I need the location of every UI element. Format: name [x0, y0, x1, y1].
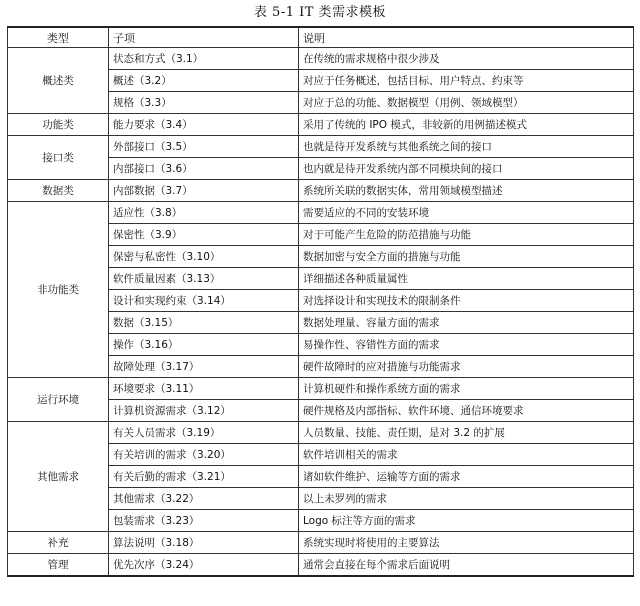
description-cell: 在传统的需求规格中很少涉及 [299, 48, 634, 70]
table-row [8, 136, 634, 158]
category-cell: 概述类 [8, 48, 109, 114]
item-cell: 设计和实现约束（3.14） [109, 290, 299, 312]
item-cell: 适应性（3.8） [109, 202, 299, 224]
description-cell: 数据加密与安全方面的措施与功能 [299, 246, 634, 268]
header-item: 子项 [109, 27, 299, 48]
table-row [8, 532, 634, 554]
category-cell: 接口类 [8, 136, 109, 180]
description-cell: 详细描述各种质量属性 [299, 268, 634, 290]
item-cell: 操作（3.16） [109, 334, 299, 356]
table-row [8, 180, 634, 202]
description-cell: 对应于总的功能、数据模型（用例、领域模型） [299, 92, 634, 114]
item-cell: 概述（3.2） [109, 70, 299, 92]
description-cell: 硬件规格及内部指标、软件环境、通信环境要求 [299, 400, 634, 422]
category-cell: 补充 [8, 532, 109, 554]
description-cell: 对应于任务概述，包括目标、用户特点、约束等 [299, 70, 634, 92]
description-cell: 计算机硬件和操作系统方面的需求 [299, 378, 634, 400]
item-cell: 故障处理（3.17） [109, 356, 299, 378]
table-row [8, 422, 634, 444]
item-cell: 包装需求（3.23） [109, 510, 299, 532]
description-cell: 易操作性、容错性方面的需求 [299, 334, 634, 356]
description-cell: 系统实现时将使用的主要算法 [299, 532, 634, 554]
description-cell: 也内就是待开发系统内部不同模块间的接口 [299, 158, 634, 180]
table-row [8, 202, 634, 224]
item-cell: 优先次序（3.24） [109, 554, 299, 577]
description-cell: 通常会直接在每个需求后面说明 [299, 554, 634, 577]
item-cell: 有关人员需求（3.19） [109, 422, 299, 444]
description-cell: 人员数量、技能、责任期，是对 3.2 的扩展 [299, 422, 634, 444]
description-cell: 需要适应的不同的安装环境 [299, 202, 634, 224]
description-cell: 软件培训相关的需求 [299, 444, 634, 466]
table-row [8, 554, 634, 577]
item-cell: 状态和方式（3.1） [109, 48, 299, 70]
description-cell: Logo 标注等方面的需求 [299, 510, 634, 532]
item-cell: 保密性（3.9） [109, 224, 299, 246]
table-body [8, 48, 634, 577]
requirements-table [7, 26, 634, 577]
category-cell: 管理 [8, 554, 109, 577]
table-title: 表 5-1 IT 类需求模板 [253, 5, 387, 20]
table-row [8, 48, 634, 70]
item-cell: 有关培训的需求（3.20） [109, 444, 299, 466]
category-cell: 运行环境 [8, 378, 109, 422]
item-cell: 计算机资源需求（3.12） [109, 400, 299, 422]
header-type: 类型 [8, 27, 109, 48]
table-row [8, 114, 634, 136]
table-row [8, 378, 634, 400]
item-cell: 环境要求（3.11） [109, 378, 299, 400]
item-cell: 能力要求（3.4） [109, 114, 299, 136]
description-cell: 对于可能产生危险的防范措施与功能 [299, 224, 634, 246]
item-cell: 规格（3.3） [109, 92, 299, 114]
description-cell: 以上未罗列的需求 [299, 488, 634, 510]
category-cell: 其他需求 [8, 422, 109, 532]
item-cell: 保密与私密性（3.10） [109, 246, 299, 268]
category-cell: 数据类 [8, 180, 109, 202]
item-cell: 软件质量因素（3.13） [109, 268, 299, 290]
description-cell: 硬件故障时的应对措施与功能需求 [299, 356, 634, 378]
item-cell: 外部接口（3.5） [109, 136, 299, 158]
item-cell: 内部数据（3.7） [109, 180, 299, 202]
item-cell: 有关后勤的需求（3.21） [109, 466, 299, 488]
description-cell: 也就是待开发系统与其他系统之间的接口 [299, 136, 634, 158]
category-cell: 功能类 [8, 114, 109, 136]
header-desc: 说明 [299, 27, 634, 48]
item-cell: 内部接口（3.6） [109, 158, 299, 180]
item-cell: 其他需求（3.22） [109, 488, 299, 510]
description-cell: 对选择设计和实现技术的限制条件 [299, 290, 634, 312]
item-cell: 算法说明（3.18） [109, 532, 299, 554]
description-cell: 诸如软件维护、运输等方面的需求 [299, 466, 634, 488]
item-cell: 数据（3.15） [109, 312, 299, 334]
description-cell: 采用了传统的 IPO 模式，非较新的用例描述模式 [299, 114, 634, 136]
description-cell: 数据处理量、容量方面的需求 [299, 312, 634, 334]
description-cell: 系统所关联的数据实体，常用领域模型描述 [299, 180, 634, 202]
category-cell: 非功能类 [8, 202, 109, 378]
